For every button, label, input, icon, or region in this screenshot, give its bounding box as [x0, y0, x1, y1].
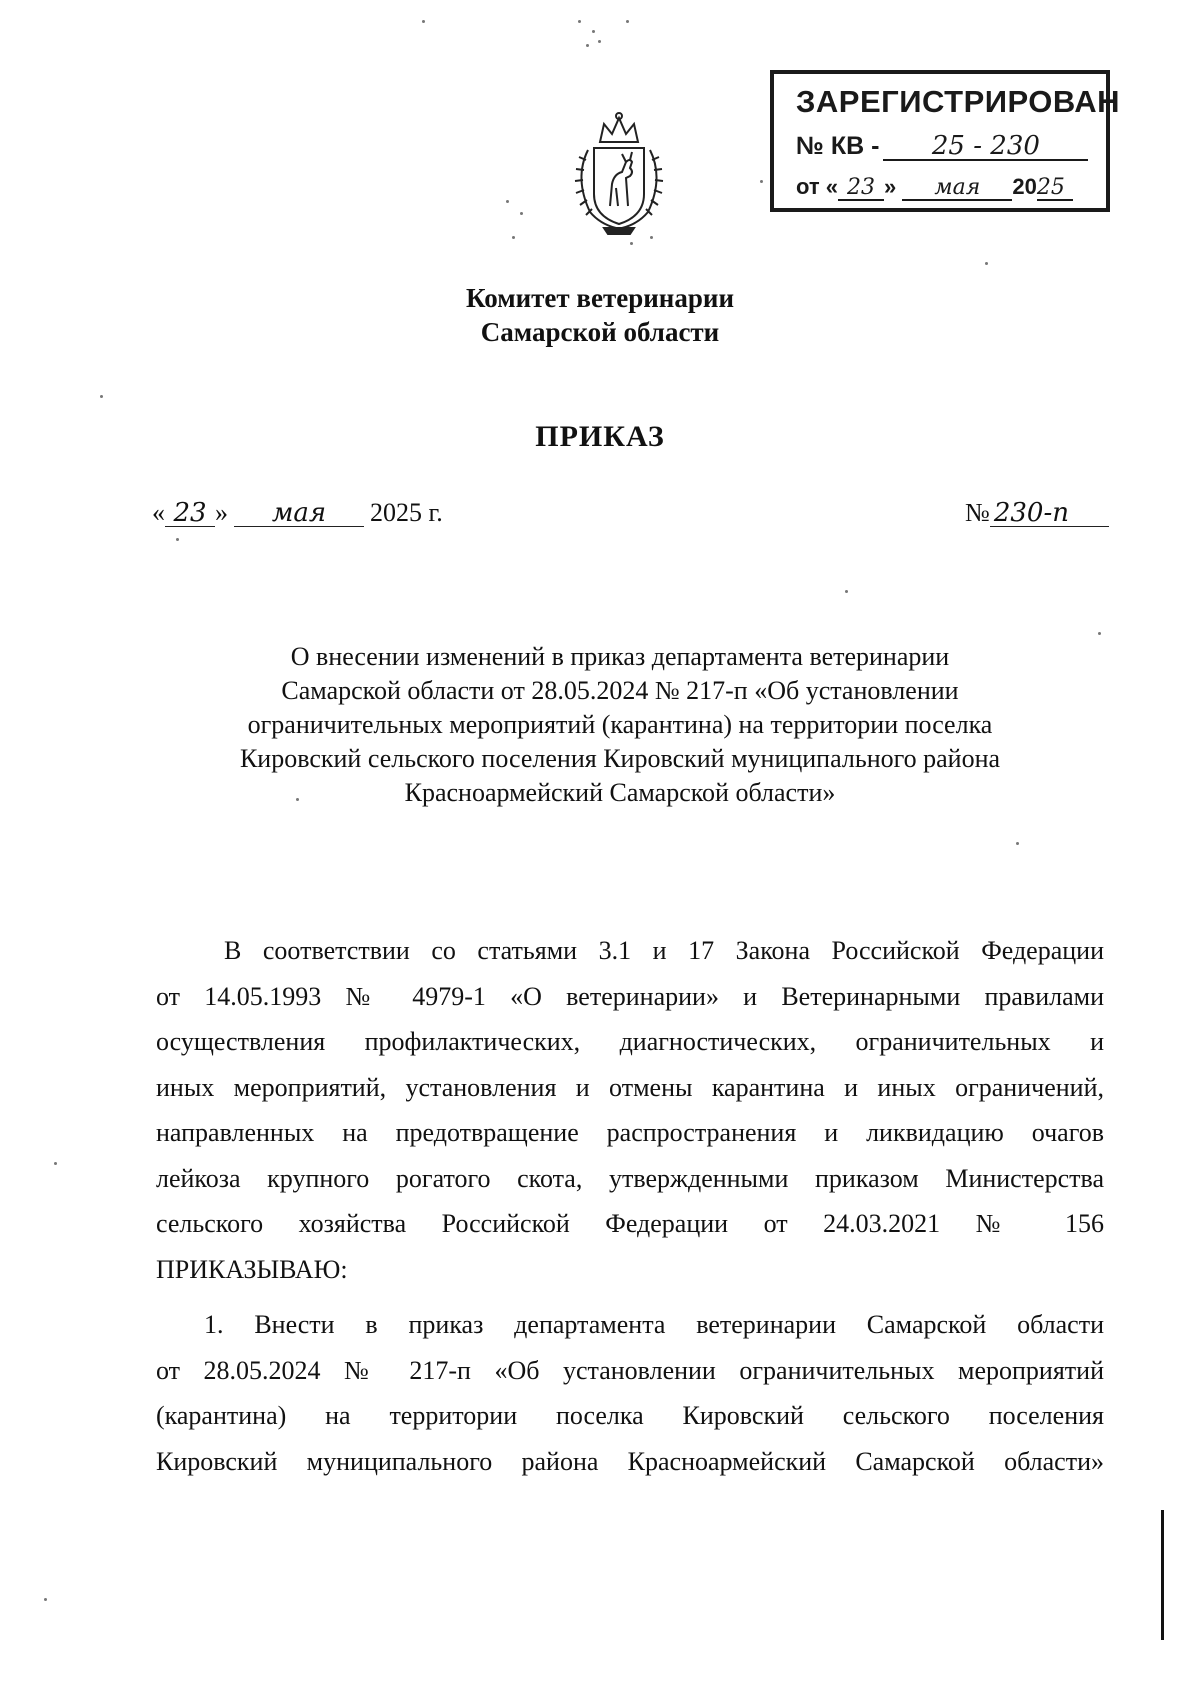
scan-speck: [845, 590, 848, 593]
body-line: 1. Внести в приказ департамента ветеринарии Самарской области: [204, 1310, 1104, 1339]
body-line: направленных на предотвращение распространения и ликвидацию очагов: [156, 1118, 1104, 1147]
scan-speck: [176, 538, 179, 541]
stamp-date-month: мая: [902, 177, 1012, 201]
order-directive: ПРИКАЗЫВАЮ:: [156, 1254, 348, 1284]
body-line: Кировский муниципального района Красноармейский Самарской области»: [156, 1446, 1104, 1476]
scan-margin-mark: [1161, 1510, 1164, 1640]
scan-speck: [520, 212, 523, 215]
body-line: от 14.05.1993 № 4979-1 «О ветеринарии» и Ветеринарными правилами: [156, 981, 1104, 1011]
stamp-date-year: 25: [1037, 177, 1073, 201]
order-date: [152, 498, 443, 528]
paragraph-gap: [156, 1292, 1104, 1302]
scan-speck: [100, 395, 103, 398]
stamp-number-label: № КВ -: [796, 132, 880, 160]
order-date-close: »: [215, 498, 228, 527]
scan-speck: [760, 180, 763, 183]
order-number: [965, 498, 1109, 528]
stamp-title: ЗАРЕГИСТРИРОВАН: [796, 84, 1121, 119]
body-line: лейкоза крупного рогатого скота, утвержденными приказом Министерства: [156, 1163, 1104, 1193]
stamp-date-day: 23: [838, 177, 884, 201]
scan-speck: [592, 30, 595, 33]
body-line: сельского хозяйства Российской Федерации от 24.03.2021 № 156: [156, 1209, 1104, 1238]
order-date-open: «: [152, 498, 165, 527]
scan-speck: [626, 20, 629, 23]
subject-line: Кировский сельского поселения Кировский муниципального района: [239, 744, 1001, 773]
order-subject: [180, 640, 1060, 810]
scan-speck: [598, 40, 601, 43]
order-date-year: 2025 г.: [370, 498, 443, 527]
subject-line: ограничительных мероприятий (карантина) на территории поселка: [247, 710, 993, 739]
scan-speck: [44, 1598, 47, 1601]
registration-stamp: [770, 70, 1121, 212]
scan-speck: [506, 200, 509, 203]
scan-speck: [630, 242, 633, 245]
scan-speck: [1098, 632, 1101, 635]
subject-line: Красноармейский Самарской области»: [404, 778, 836, 807]
scan-speck: [650, 236, 653, 239]
org-name-line2: Самарской области: [480, 317, 720, 347]
stamp-date-century: 20: [1012, 174, 1037, 199]
body-line: иных мероприятий, установления и отмены карантина и иных ограничений,: [156, 1072, 1104, 1102]
subject-line: О внесении изменений в приказ департамента ветеринарии: [290, 642, 950, 671]
stamp-number-value: 25 - 230: [883, 133, 1088, 161]
scan-speck: [512, 236, 515, 239]
body-line: от 28.05.2024 № 217-п «Об установлении ограничительных мероприятий: [156, 1355, 1104, 1385]
subject-line: Самарской области от 28.05.2024 № 217-п «Об установлении: [281, 676, 959, 705]
scan-speck: [985, 262, 988, 265]
order-date-month: мая: [234, 500, 364, 527]
org-name-line1: Комитет ветеринарии: [466, 283, 734, 313]
stamp-date-prefix: от «: [796, 174, 839, 199]
body-line: (карантина) на территории поселка Кировский сельского поселения: [156, 1401, 1104, 1430]
scan-speck: [1016, 842, 1019, 845]
scan-speck: [586, 44, 589, 47]
scan-speck: [54, 1162, 57, 1165]
order-number-value: 230-п: [990, 500, 1109, 527]
body-line: осуществления профилактических, диагностических, ограничительных и: [156, 1027, 1104, 1056]
scan-speck: [578, 20, 581, 23]
order-body: [156, 928, 1104, 1484]
body-line: В соответствии со статьями 3.1 и 17 Закона Российской Федерации: [224, 936, 1104, 965]
order-date-day: 23: [165, 500, 215, 527]
order-number-label: №: [965, 498, 990, 527]
stamp-number-row: [796, 132, 1088, 161]
scan-speck: [422, 20, 425, 23]
document-type-title: ПРИКАЗ: [535, 420, 665, 453]
stamp-date-mid: »: [884, 174, 897, 199]
stamp-date-row: [796, 174, 1073, 201]
samara-coat-of-arms-icon: [560, 108, 678, 236]
